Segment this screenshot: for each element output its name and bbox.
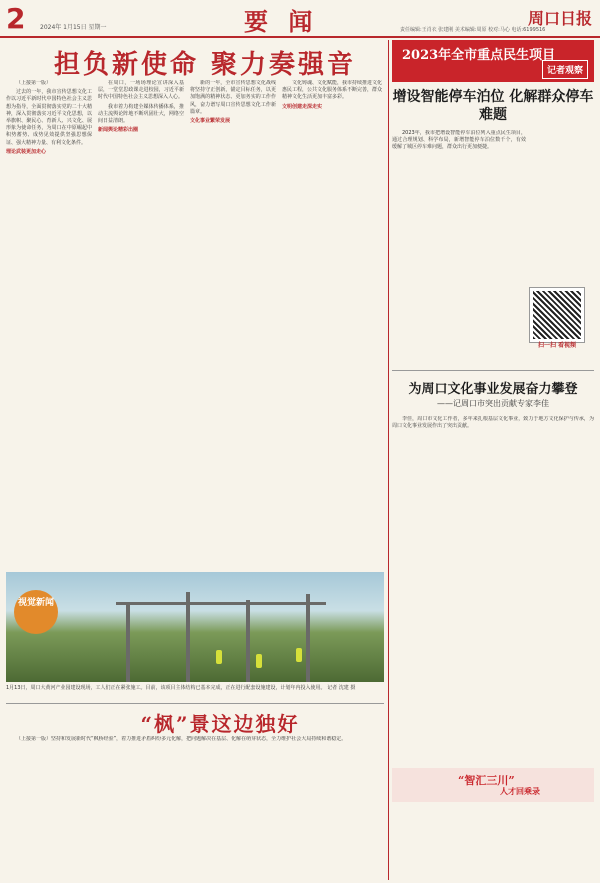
paragraph: 我市着力构建全媒体传播体系，推动主流舆论阵地不断巩固壮大，网络空间日益清朗。 xyxy=(98,103,184,125)
paragraph: 新的一年，全市宣传思想文化战线将坚持守正创新，锚定目标任务，以更加饱满的精神状态、更加务实的工作作风，奋力谱写周口宣传思想文化工作新篇章。 xyxy=(190,80,276,115)
paragraph: （上接第一版）坚持和发展新时代“枫桥经验”，着力推进矛盾纠纷多元化解，把问题解决在基层、化解在萌芽状态，全力维护社会大局持续和谐稳定。 xyxy=(16,736,347,742)
page-header xyxy=(0,0,600,38)
subheading: 文化事业繁荣发展 xyxy=(190,118,231,125)
subheading: 文明创建走深走实 xyxy=(282,103,323,110)
banner-title: 2023年全市重点民生项目 xyxy=(402,48,556,63)
divider xyxy=(6,703,384,704)
qr-label: 扫一扫 看视频 xyxy=(537,342,577,349)
paragraph: 在周口，一场场理论宣讲深入基层，一堂堂思政课走进校园，习近平新时代中国特色社会主义思想深入人心。 xyxy=(98,80,184,101)
paragraph: 文化铸魂、文化赋能，我市持续推进文化惠民工程，公共文化服务体系不断完善，群众精神文化生活更加丰富多彩。 xyxy=(282,80,382,101)
project-banner xyxy=(392,40,594,82)
paragraph: 李佳，周口市文化工作者，多年来扎根基层文化事业，致力于地方文化保护与传承，为周口文化事业发展作出了突出贡献。 xyxy=(392,416,594,430)
bottom-headline: “枫”景这边独好 xyxy=(140,712,300,736)
issue-date: 2024年 1月15日 星期一 xyxy=(40,24,107,31)
main-story-column-1 xyxy=(6,80,92,560)
talent-story xyxy=(392,806,594,878)
news-photo xyxy=(6,572,384,682)
culture-story xyxy=(392,416,594,764)
divider xyxy=(392,370,594,371)
column-divider xyxy=(388,40,389,880)
main-story-column-3 xyxy=(190,80,276,560)
parking-headline: 增设智能停车泊位 化解群众停车难题 xyxy=(392,89,594,123)
editor-credits: 责任编辑:王肖衣 张建刚 美术编辑:周原 校对:马心 电话:6199516 xyxy=(400,27,546,33)
main-story-column-4 xyxy=(282,80,382,560)
paper-logo: 周口日报 xyxy=(527,9,592,28)
paragraph: 过去的一年，我市宣传思想文化工作以习近平新时代中国特色社会主义思想为指导，全面贯彻落实党的二十大精神，深入贯彻落实习近平文化思想，以举旗帜、聚民心、育新人、兴文化、展形象为使命任务，为周口在中原崛起中积势蓄势、成势见效提供坚强思想保证、强大精神力量、有利文化条件。 xyxy=(6,89,92,146)
bottom-story-column xyxy=(6,736,384,876)
talent-banner-title: “智汇三川” xyxy=(458,774,515,787)
main-story-column-2 xyxy=(98,80,184,560)
subheading: 新闻舆论精彩出圈 xyxy=(98,127,139,134)
visual-news-badge: 视觉新闻 xyxy=(14,590,58,634)
page-number: 2 xyxy=(6,2,26,35)
culture-subheadline: ——记周口市突出贡献专家李佳 xyxy=(437,399,549,408)
culture-headline: 为周口文化事业发展奋力攀登 xyxy=(408,382,578,397)
photo-caption: 1月13日，周口大黄河产业园建设现场，工人们正在紧张施工。目前，该项目主体结构已基本完成，正在进行配套设施建设，计划年内投入使用。 记者 沈建 摄 xyxy=(6,685,356,691)
paragraph: （上接第一版） xyxy=(16,80,52,86)
main-headline: 担负新使命 聚力奏强音 xyxy=(53,50,357,80)
paragraph: 2023年，我市把增设智能停车泊位列入重点民生项目，通过合理规划、科学布局，新增智能停车泊位数千个，有效缓解了城区停车难问题，群众出行更加便捷。 xyxy=(392,130,526,151)
talent-banner-subtitle: 人才回乘录 xyxy=(500,787,540,796)
parking-story xyxy=(392,130,526,362)
banner-tag: 记者观察 xyxy=(542,60,588,79)
subheading: 理论武装更加走心 xyxy=(6,148,47,155)
qr-code[interactable] xyxy=(530,288,584,342)
section-title: 要 闻 xyxy=(244,7,319,36)
talent-banner xyxy=(392,768,594,802)
